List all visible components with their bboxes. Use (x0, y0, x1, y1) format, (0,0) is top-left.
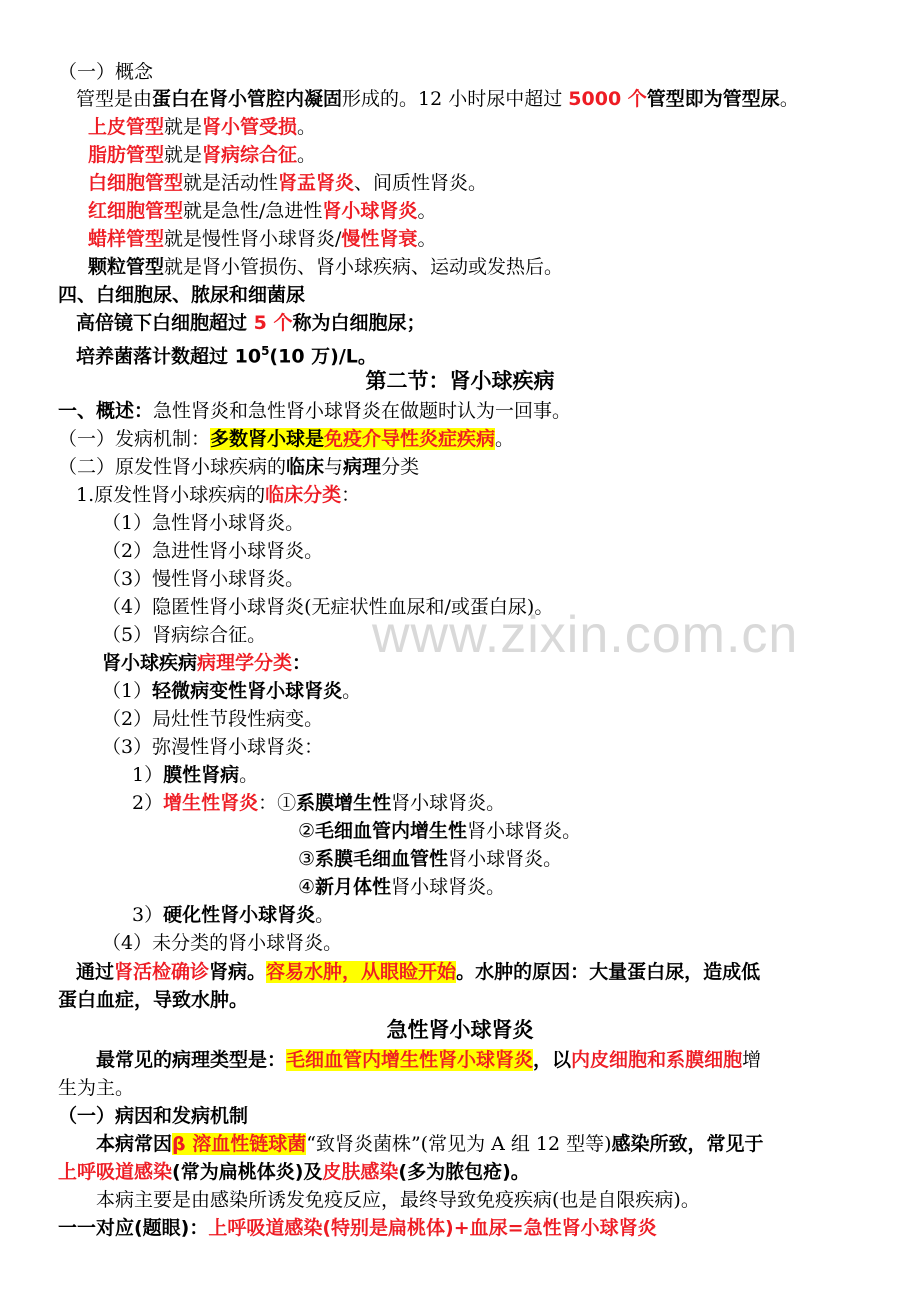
list-item: 颗粒管型就是肾小管损伤、肾小球疾病、运动或发热后。 (88, 256, 564, 278)
section-title: 急性肾小球肾炎 (386, 1018, 534, 1042)
paragraph-etiology-cont: 上呼吸道感染(常为扁桃体炎)及皮肤感染(多为脓包疮)。 (58, 1161, 530, 1183)
chapter-title: 第二节：肾小球疾病 (365, 369, 555, 393)
paragraph-biopsy: 通过肾活检确诊肾病。容易水肿，从眼睑开始。水肿的原因：大量蛋白尿，造成低 (76, 961, 761, 983)
list-item: （2）急进性肾小球肾炎。 (102, 540, 324, 562)
list-item: （4）未分类的肾小球肾炎。 (102, 932, 343, 954)
list-item: （2）局灶性节段性病变。 (102, 708, 324, 730)
paragraph-etiology: 本病常因β 溶血性链球菌“致肾炎菌株”(常见为 A 组 12 型等)感染所致，常见于 (96, 1133, 764, 1155)
list-item: ②毛细血管内增生性肾小球肾炎。 (298, 820, 582, 842)
list-item: 脂肪管型就是肾病综合征。 (88, 144, 317, 166)
list-item: 上皮管型就是肾小管受损。 (88, 116, 317, 138)
paragraph-mechanism: （一）发病机制：多数肾小球是免疫介导性炎症疾病。 (58, 428, 515, 450)
paragraph: 高倍镜下白细胞超过 5 个称为白细胞尿； (76, 312, 426, 334)
paragraph-overview: 一、概述：急性肾炎和急性肾小球肾炎在做题时认为一回事。 (58, 400, 572, 422)
list-item: ④新月体性肾小球肾炎。 (298, 876, 506, 898)
list-item: 蜡样管型就是慢性肾小球肾炎/慢性肾衰。 (88, 228, 437, 250)
section-heading-concept: （一）概念 (58, 61, 154, 83)
section-heading: （一）病因和发病机制 (58, 1105, 249, 1127)
list-item: （5）肾病综合征。 (102, 624, 267, 646)
paragraph-pathology-cont: 生为主。 (58, 1077, 135, 1099)
list-item: ③系膜毛细血管性肾小球肾炎。 (298, 848, 563, 870)
list-item: 白细胞管型就是活动性肾盂肾炎、间质性肾炎。 (88, 172, 488, 194)
list-item: 红细胞管型就是急性/急进性肾小球肾炎。 (88, 200, 437, 222)
paragraph-pathology: 最常见的病理类型是：毛细血管内增生性肾小球肾炎，以内皮细胞和系膜细胞增 (96, 1049, 762, 1071)
list-item: 1）膜性肾病。 (132, 764, 259, 786)
list-item: （1）轻微病变性肾小球肾炎。 (102, 680, 362, 702)
key-point: 一一对应(题眼)：上呼吸道感染(特别是扁桃体)+血尿=急性肾小球肾炎 (58, 1217, 657, 1239)
list-item: （4）隐匿性肾小球肾炎(无症状性血尿和/或蛋白尿)。 (102, 596, 554, 618)
paragraph-biopsy-cont: 蛋白血症，导致水肿。 (58, 989, 249, 1011)
paragraph-immune: 本病主要是由感染所诱发免疫反应，最终导致免疫疾病(也是自限疾病)。 (96, 1189, 700, 1211)
section-heading: 四、白细胞尿、脓尿和细菌尿 (58, 284, 306, 306)
section-heading: （二）原发性肾小球疾病的临床与病理分类 (58, 456, 420, 478)
list-item: （1）急性肾小球肾炎。 (102, 512, 305, 534)
subsection-heading: 1.原发性肾小球疾病的临床分类： (76, 484, 361, 506)
watermark: www.zixin.com.cn (372, 606, 799, 664)
list-item: （3）弥漫性肾小球肾炎： (102, 736, 324, 758)
list-item: （3）慢性肾小球肾炎。 (102, 568, 305, 590)
paragraph: 培养菌落计数超过 $10^5(10$ 万)/L。 (76, 344, 377, 368)
paragraph-cast-definition: 管型是由蛋白在肾小管腔内凝固形成的。12 小时尿中超过 5000 个管型即为管型尿。 (76, 88, 799, 110)
subsection-heading: 肾小球疾病病理学分类： (102, 652, 312, 674)
list-item: 3）硬化性肾小球肾炎。 (132, 904, 335, 926)
list-item: 2）增生性肾炎：①系膜增生性肾小球肾炎。 (132, 792, 506, 814)
